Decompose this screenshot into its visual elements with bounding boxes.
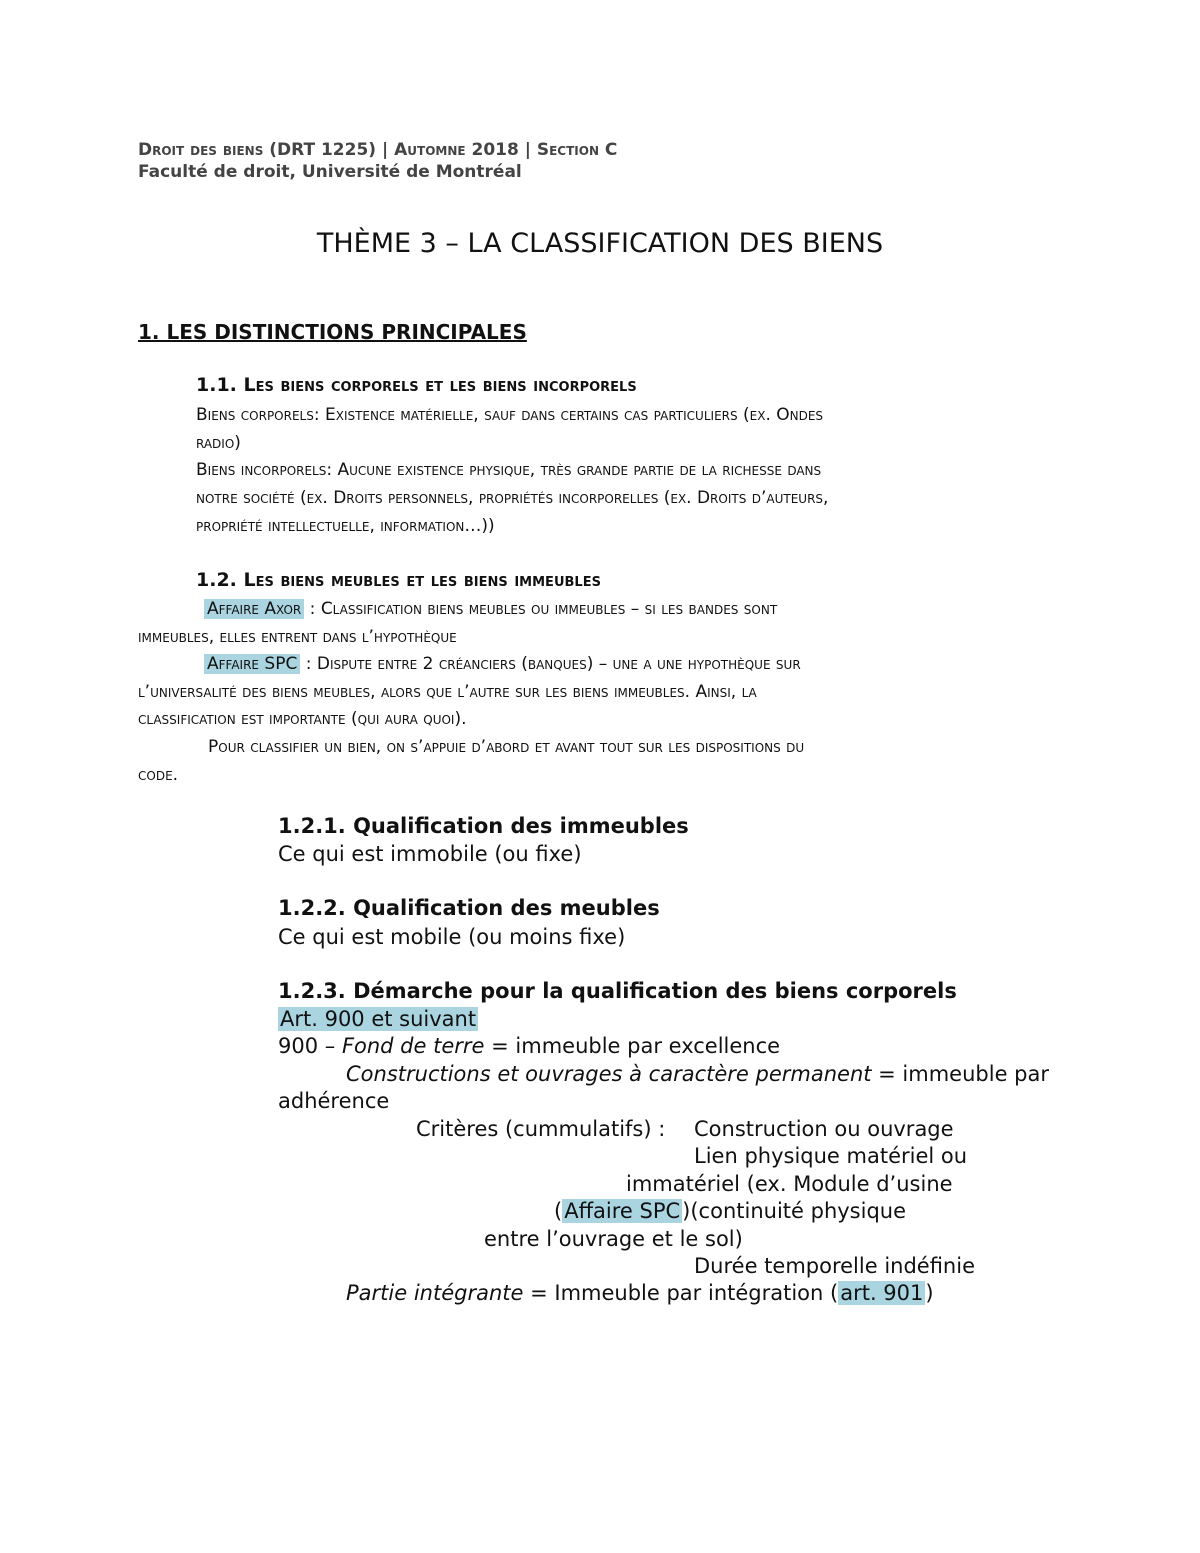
paragraph-line: notre société (ex. Droits personnels, propriétés incorporelles (ex. Droits d’auteurs, (196, 488, 829, 508)
highlight-art-900: Art. 900 et suivant (280, 1007, 477, 1031)
spc-description: : Dispute entre 2 créanciers (banques) – une a une hypothèque sur (300, 654, 801, 674)
text-run: )(continuité physique (682, 1199, 907, 1223)
criterion-1: Construction ou ouvrage (694, 1117, 954, 1141)
paragraph-line: Biens corporels: Existence matérielle, sauf dans certains cas particuliers (ex. Ondes (196, 405, 824, 425)
italic-term: Constructions et ouvrages à caractère permanent (346, 1062, 872, 1086)
paragraph-line: adhérence (278, 1089, 390, 1113)
paragraph-line: Pour classifier un bien, on s’appuie d’abord et avant tout sur les dispositions du (208, 737, 805, 757)
highlight-affaire-axor: Affaire Axor (204, 599, 304, 619)
text-run: ) (925, 1281, 934, 1305)
paragraph-line: l’universalité des biens meubles, alors que l’autre sur les biens immeubles. Ainsi, la (138, 682, 757, 702)
text-run: 900 – (278, 1034, 342, 1058)
subsection-heading-1-2-1: 1.2.1. Qualification des immeubles (278, 814, 689, 838)
paragraph-line: code. (138, 765, 179, 785)
faculty-header-line: Faculté de droit, Université de Montréal (138, 162, 522, 182)
paragraph-line: Ce qui est immobile (ou fixe) (278, 842, 582, 866)
paragraph-line (204, 650, 801, 678)
paragraph-line (346, 1061, 1049, 1088)
paragraph-line: Biens incorporels: Aucune existence physique, très grande partie de la richesse dans (196, 460, 822, 480)
paragraph-line: propriété intellectuelle, information…)) (196, 516, 495, 536)
text-run: = immeuble par (871, 1062, 1049, 1086)
paragraph-line: radio) (196, 433, 241, 453)
paragraph-line (278, 1033, 780, 1060)
text-run: ( (554, 1199, 563, 1223)
paragraph-line: immeubles, elles entrent dans l’hypothèque (138, 627, 457, 647)
document-title: THÈME 3 – LA CLASSIFICATION DES BIENS (316, 228, 884, 259)
section-heading-1: 1. LES DISTINCTIONS PRINCIPALES (138, 320, 527, 344)
criterion-2-cont (554, 1198, 906, 1225)
highlight-art-901: art. 901 (840, 1281, 924, 1305)
subsection-heading-1-1: 1.1. Les biens corporels et les biens incorporels (196, 374, 637, 396)
highlight-affaire-spc: Affaire SPC (204, 654, 300, 674)
axor-description: : Classification biens meubles ou immeubles – si les bandes sont (304, 599, 778, 619)
paragraph-line (204, 595, 777, 623)
course-header-line: Droit des biens (DRT 1225) | Automne 2018 | Section C (138, 140, 618, 160)
text-run: = immeuble par excellence (484, 1034, 781, 1058)
paragraph-line: classification est importante (qui aura quoi). (138, 709, 467, 729)
paragraph-line: Ce qui est mobile (ou moins fixe) (278, 925, 626, 949)
subsection-heading-1-2-3: 1.2.3. Démarche pour la qualification des biens corporels (278, 979, 957, 1003)
text-run: = Immeuble par intégration ( (523, 1281, 839, 1305)
criterion-3: Durée temporelle indéfinie (694, 1254, 975, 1278)
italic-term: Partie intégrante (346, 1281, 524, 1305)
paragraph-line (278, 1006, 478, 1033)
subsection-heading-1-2-2: 1.2.2. Qualification des meubles (278, 896, 660, 920)
criteria-label: Critères (cummulatifs) : (416, 1117, 666, 1141)
criterion-2-cont: entre l’ouvrage et le sol) (484, 1227, 743, 1251)
paragraph-line (346, 1280, 934, 1307)
italic-term: Fond de terre (341, 1034, 485, 1058)
criterion-2-cont: immatériel (ex. Module d’usine (626, 1172, 953, 1196)
highlight-affaire-spc-2: Affaire SPC (564, 1199, 681, 1223)
criterion-2: Lien physique matériel ou (694, 1144, 968, 1168)
subsection-heading-1-2: 1.2. Les biens meubles et les biens immeubles (196, 569, 601, 591)
